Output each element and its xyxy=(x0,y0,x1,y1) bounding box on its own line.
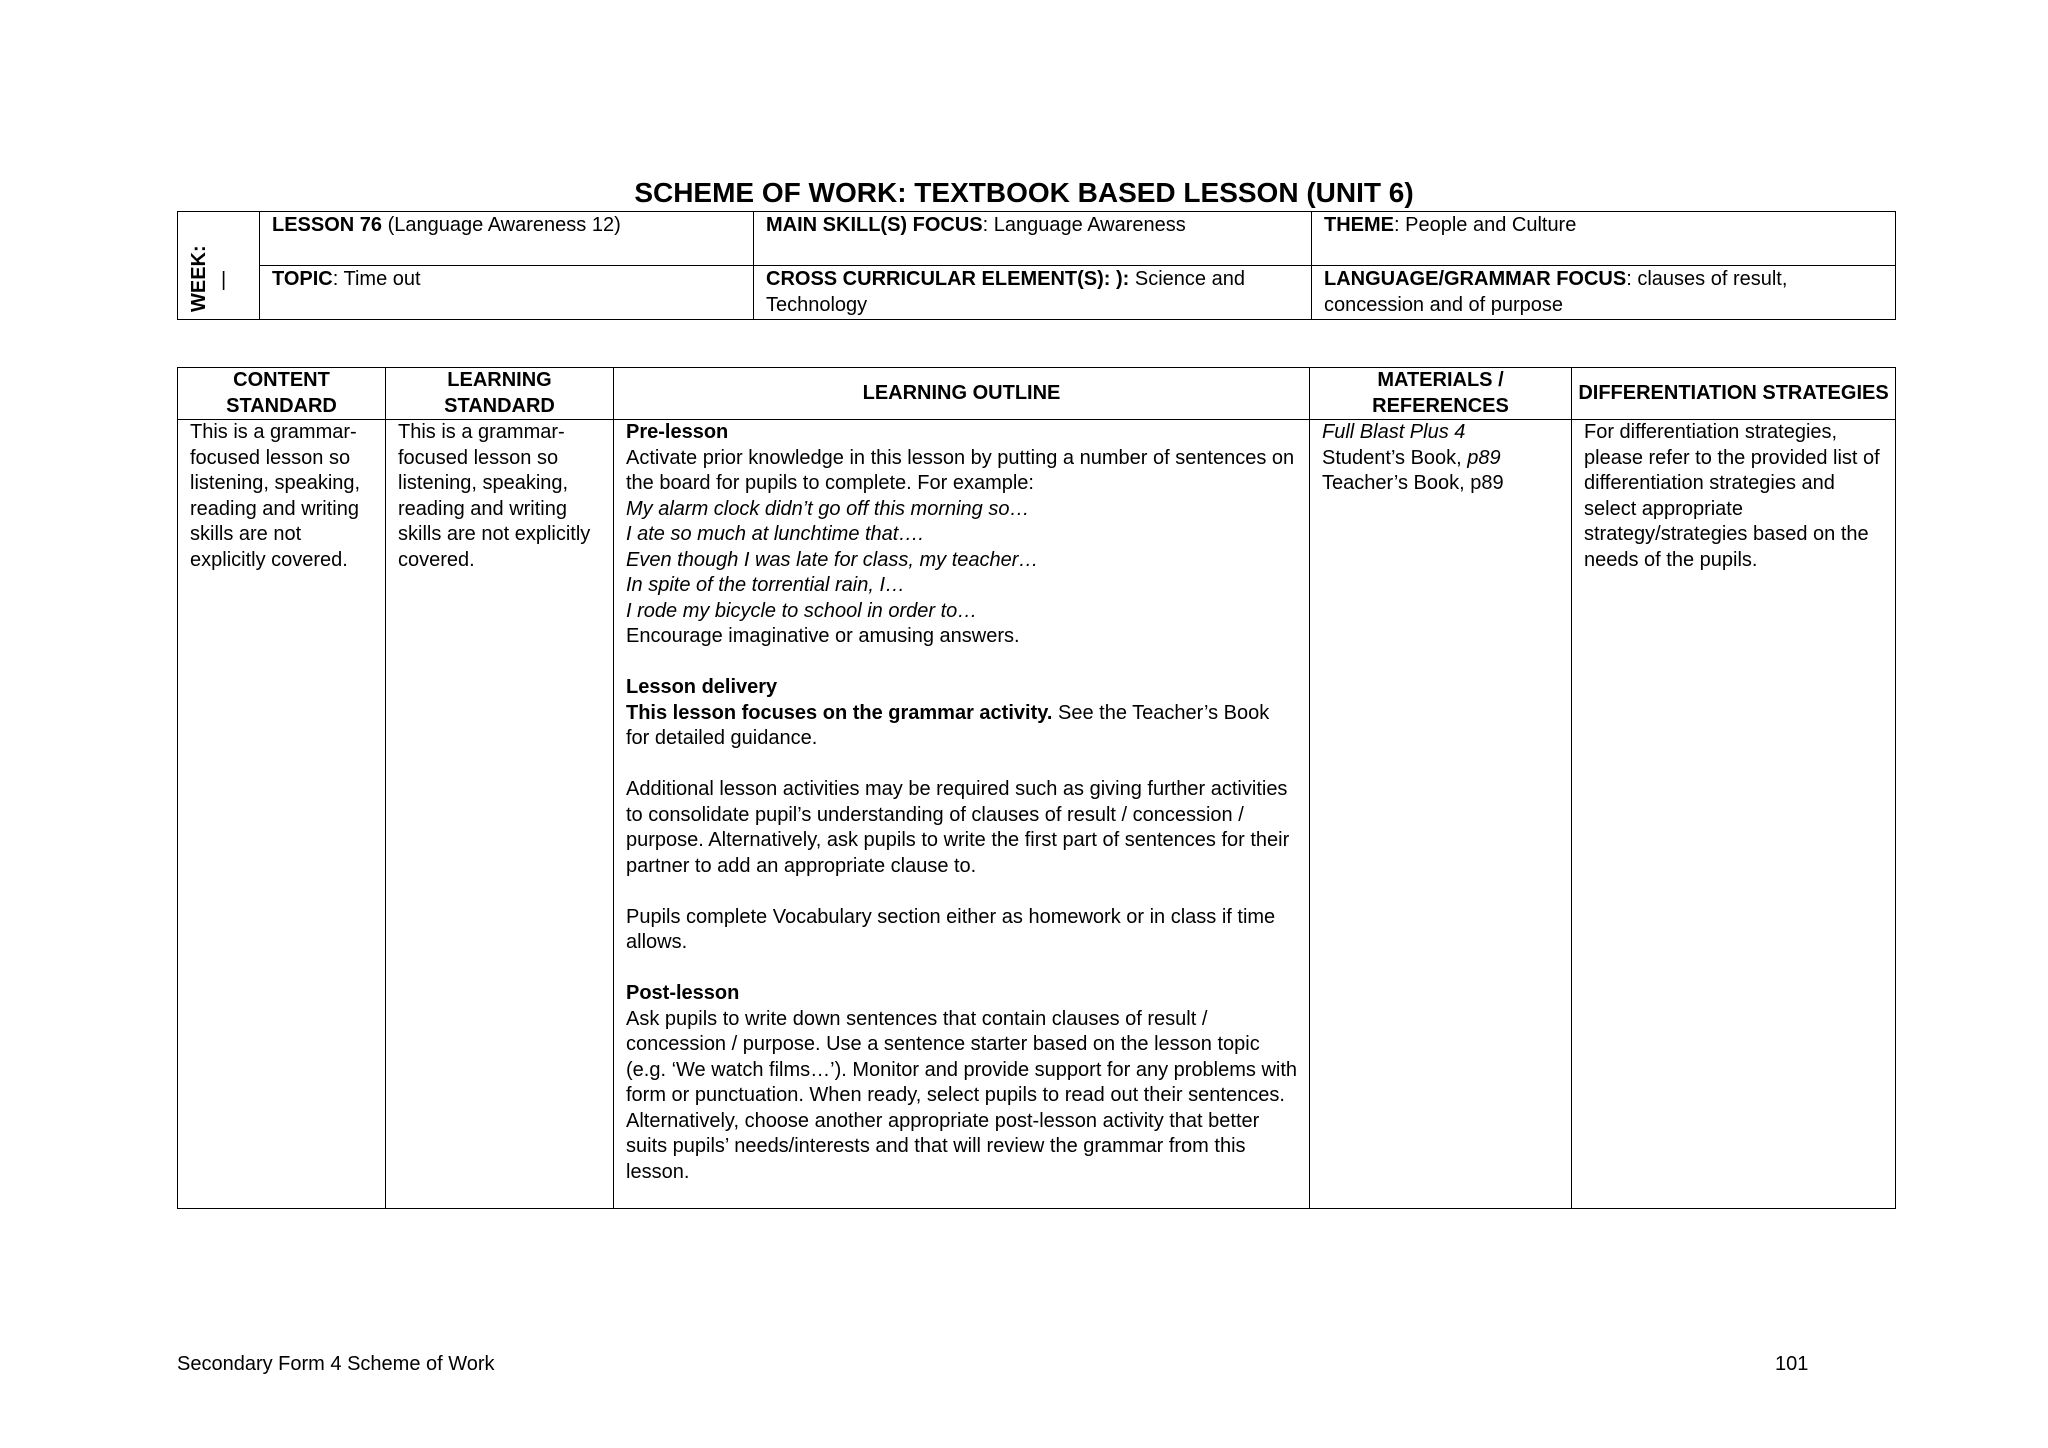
learning-outline-cell xyxy=(614,420,1310,1209)
content-standard-cell xyxy=(178,420,386,1209)
pre-lesson-heading: Pre-lesson xyxy=(626,421,729,443)
theme-label: THEME xyxy=(1324,214,1394,236)
pre-lesson-closing: Encourage imaginative or amusing answers. xyxy=(626,625,1020,647)
topic-value: : Time out xyxy=(332,268,421,290)
theme-value: : People and Culture xyxy=(1394,214,1577,236)
lesson-value: (Language Awareness 12) xyxy=(382,214,621,236)
lesson-label: LESSON 76 xyxy=(272,214,383,236)
book-title: Full Blast Plus 4 xyxy=(1322,421,1466,443)
example-sentence: My alarm clock didn’t go off this morning so… xyxy=(626,497,1030,520)
column-header-row xyxy=(178,368,1896,420)
cross-curricular-cell xyxy=(754,266,1312,320)
post-lesson-text: Ask pupils to write down sentences that contain clauses of result / concession / purpose. Use a sentence starter based on the lesson topic (e.g. ‘We watch films…’). Monitor and provide support for any problems with form or punctuation. When ready, select pupils to read out their sentences. Alternatively, choose another appropriate post-lesson activity that better suits pupils’ needs/interests and that will review the grammar from this lesson. xyxy=(626,1007,1298,1183)
footer-page-number: 101 xyxy=(1775,1353,1809,1375)
learning-standard-text: This is a grammar-focused lesson so listening, speaking, reading and writing skills are not explicitly covered. xyxy=(398,421,591,571)
week-value: | xyxy=(221,269,227,291)
differentiation-text: For differentiation strategies, please refer to the provided list of differentiation strategies and select appropriate strategy/strategies based on the needs of the pupils. xyxy=(1584,421,1880,571)
students-book-page: p89 xyxy=(1467,446,1501,469)
differentiation-header: DIFFERENTIATION STRATEGIES xyxy=(1572,368,1896,420)
main-skill-value: : Language Awareness xyxy=(982,214,1186,236)
students-book-ref xyxy=(1322,446,1559,472)
example-sentence: I rode my bicycle to school in order to… xyxy=(626,599,978,622)
example-sentence: Even though I was late for class, my teacher… xyxy=(626,548,1039,571)
cross-curricular-label: CROSS CURRICULAR ELEMENT(S): ): xyxy=(766,268,1130,290)
lesson-delivery-text xyxy=(626,701,1297,752)
footer-document-name: Secondary Form 4 Scheme of Work xyxy=(177,1353,495,1375)
lesson-plan-table xyxy=(177,367,1896,1209)
week-label: WEEK: xyxy=(188,245,210,312)
lesson-header-table xyxy=(177,211,1896,320)
differentiation-cell xyxy=(1572,420,1896,1209)
additional-activities-text: Additional lesson activities may be required such as giving further activities to consolidate pupil’s understanding of clauses of result / concession / purpose. Alternatively, ask pupils to write the first part of sentences for their partner to add an appropriate clause to. xyxy=(626,778,1290,877)
lesson-delivery-heading: Lesson delivery xyxy=(626,676,778,698)
main-skill-cell xyxy=(754,212,1312,266)
topic-label: TOPIC xyxy=(272,268,333,290)
document-title: SCHEME OF WORK: TEXTBOOK BASED LESSON (UNIT 6) xyxy=(634,177,1414,208)
lesson-delivery-guidance: See the Teacher’s Book for detailed guidance. xyxy=(626,701,1270,749)
week-cell xyxy=(178,212,260,320)
main-skill-label: MAIN SKILL(S) FOCUS xyxy=(766,214,983,236)
teachers-book-ref: Teacher’s Book, p89 xyxy=(1322,472,1504,494)
materials-header: MATERIALS / REFERENCES xyxy=(1310,368,1572,420)
materials-cell xyxy=(1310,420,1572,1209)
learning-outline-header: LEARNING OUTLINE xyxy=(614,368,1310,420)
example-sentence: I ate so much at lunchtime that…. xyxy=(626,523,924,545)
learning-standard-cell xyxy=(386,420,614,1209)
pre-lesson-text: Activate prior knowledge in this lesson by putting a number of sentences on the board for pupils to complete. For example: xyxy=(626,446,1295,494)
grammar-focus-value: : clauses of result, concession and of purpose xyxy=(1324,268,1788,316)
students-book-label: Student’s Book, xyxy=(1322,446,1468,469)
vocabulary-text: Pupils complete Vocabulary section either as homework or in class if time allows. xyxy=(626,905,1276,953)
lesson-cell xyxy=(260,212,754,266)
theme-cell xyxy=(1312,212,1896,266)
cross-curricular-value: Science and Technology xyxy=(766,268,1245,316)
content-standard-header: CONTENT STANDARD xyxy=(178,368,386,420)
lesson-delivery-emphasis: This lesson focuses on the grammar activity. xyxy=(626,701,1053,724)
example-sentence: In spite of the torrential rain, I… xyxy=(626,574,906,596)
learning-standard-header: LEARNING STANDARD xyxy=(386,368,614,420)
grammar-focus-cell xyxy=(1312,266,1896,320)
grammar-focus-label: LANGUAGE/GRAMMAR FOCUS xyxy=(1324,268,1627,290)
topic-cell xyxy=(260,266,754,320)
lesson-content-row xyxy=(178,420,1896,1209)
content-standard-text: This is a grammar-focused lesson so listening, speaking, reading and writing skills are not explicitly covered. xyxy=(190,421,361,571)
post-lesson-heading: Post-lesson xyxy=(626,982,740,1004)
